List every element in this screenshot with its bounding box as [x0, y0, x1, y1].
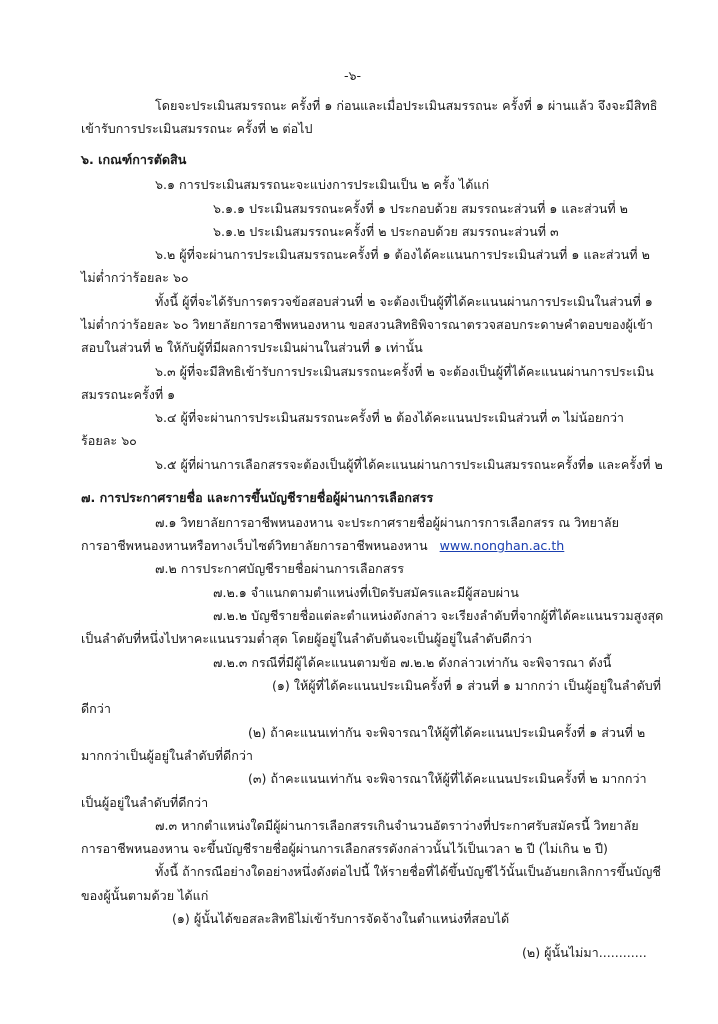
item-7-2-1: ๗.๒.๑ จำแนกตามตำแหน่งที่เปิดรับสมัครและมีผู้สอบผ่าน: [213, 585, 519, 600]
item-7-2-2-cont: เป็นลำดับที่หนึ่งไปหาคะแนนรวมต่ำสุด โดยผู้อยู่ในลำดับต้นจะเป็นผู้อยู่ในลำดับดีกว่า: [81, 631, 532, 646]
note-6-cont: ไม่ต่ำกว่าร้อยละ ๖๐ วิทยาลัยการอาชีพหนองหาน ขอสงวนสิทธิพิจารณาตรวจสอบกระดาษคำตอบของผู้เข้า: [81, 317, 653, 332]
page-number: -๖-: [344, 68, 362, 83]
criterion-1: (๑) ให้ผู้ที่ได้คะแนนประเมินครั้งที่ ๑ ส่วนที่ ๑ มากกว่า เป็นผู้อยู่ในลำดับที่: [272, 678, 662, 693]
item-6-2-cont: ไม่ต่ำกว่าร้อยละ ๖๐: [81, 270, 189, 285]
item-6-1-1: ๖.๑.๑ ประเมินสมรรถนะครั้งที่ ๑ ประกอบด้วย สมรรถนะส่วนที่ ๑ และส่วนที่ ๒: [213, 201, 628, 216]
item-7-3-cont: การอาชีพหนองหาน จะขึ้นบัญชีรายชื่อผู้ผ่านการเลือกสรรดังกล่าวนั้นไว้เป็นเวลา ๒ ปี (ไม่เกิน ๒ ปี): [81, 841, 608, 856]
intro-line: โดยจะประเมินสมรรถนะ ครั้งที่ ๑ ก่อนและเมื่อประเมินสมรรถนะ ครั้งที่ ๑ ผ่านแล้ว จึงจะมีสิทธิ: [155, 98, 658, 113]
criterion-3-cont: เป็นผู้อยู่ในลำดับที่ดีกว่า: [81, 795, 209, 810]
item-6-1-2: ๖.๑.๒ ประเมินสมรรถนะครั้งที่ ๒ ประกอบด้วย สมรรถนะส่วนที่ ๓: [213, 224, 559, 239]
item-6-5: ๖.๕ ผู้ที่ผ่านการเลือกสรรจะต้องเป็นผู้ที่ได้คะแนนผ่านการประเมินสมรรถนะครั้งที่๑ และครั้งที่ ๒: [155, 457, 663, 472]
criterion-2: (๒) ถ้าคะแนนเท่ากัน จะพิจารณาให้ผู้ที่ได้คะแนนประเมินครั้งที่ ๑ ส่วนที่ ๒: [248, 725, 646, 740]
item-6-4: ๖.๔ ผู้ที่จะผ่านการประเมินสมรรถนะครั้งที่ ๒ ต้องได้คะแนนประเมินส่วนที่ ๓ ไม่น้อยกว่า: [155, 410, 624, 425]
item-7-2-2: ๗.๒.๒ บัญชีรายชื่อแต่ละตำแหน่งดังกล่าว จะเรียงลำดับที่จากผู้ที่ได้คะแนนรวมสูงสุด: [213, 608, 664, 623]
continuation-marker: (๒) ผู้นั้นไม่มา............: [522, 945, 647, 960]
item-6-3-cont: สมรรถนะครั้งที่ ๑: [81, 387, 176, 402]
note-7-cont: ของผู้นั้นตามด้วย ได้แก่: [81, 888, 209, 903]
item-6-2: ๖.๒ ผู้ที่จะผ่านการประเมินสมรรถนะครั้งที่ ๑ ต้องได้คะแนนการประเมินส่วนที่ ๑ และส่วนที่ ๒: [155, 247, 650, 262]
item-7-3: ๗.๓ หากตำแหน่งใดมีผู้ผ่านการเลือกสรรเกินจำนวนอัตราว่างที่ประกาศรับสมัครนี้ วิทยาลัย: [155, 818, 639, 833]
item-6-1: ๖.๑ การประเมินสมรรถนะจะแบ่งการประเมินเป็น ๒ ครั้ง ได้แก่: [155, 177, 490, 192]
item-7-1-text: การอาชีพหนองหานหรือทางเว็บไซต์วิทยาลัยการอาชีพหนองหาน: [81, 538, 428, 553]
item-6-4-cont: ร้อยละ ๖๐: [81, 433, 137, 448]
website-link[interactable]: www.nonghan.ac.th: [439, 538, 565, 553]
note-6: ทั้งนี้ ผู้ที่จะได้รับการตรวจข้อสอบส่วนที่ ๒ จะต้องเป็นผู้ที่ได้คะแนนผ่านการประเมินในส่วนที่ ๑: [155, 294, 653, 309]
exception-1: (๑) ผู้นั้นได้ขอสละสิทธิไม่เข้ารับการจัดจ้างในตำแหน่งที่สอบได้: [172, 911, 510, 926]
item-6-3: ๖.๓ ผู้ที่จะมีสิทธิเข้ารับการประเมินสมรรถนะครั้งที่ ๒ จะต้องเป็นผู้ที่ได้คะแนนผ่านการประเมิน: [155, 364, 654, 379]
intro-line: เข้ารับการประเมินสมรรถนะ ครั้งที่ ๒ ต่อไป: [81, 121, 313, 136]
section-6-heading: ๖. เกณฑ์การตัดสิน: [81, 152, 187, 167]
item-7-1-cont: [81, 538, 564, 554]
note-6-cont: สอบในส่วนที่ ๒ ให้กับผู้ที่มีผลการประเมินผ่านในส่วนที่ ๑ เท่านั้น: [81, 340, 423, 355]
item-7-2: ๗.๒ การประกาศบัญชีรายชื่อผ่านการเลือกสรร: [155, 561, 404, 576]
criterion-2-cont: มากกว่าเป็นผู้อยู่ในลำดับที่ดีกว่า: [81, 748, 253, 763]
section-7-heading: ๗. การประกาศรายชื่อ และการขึ้นบัญชีรายชื่อผู้ผ่านการเลือกสรร: [81, 490, 434, 505]
criterion-3: (๓) ถ้าคะแนนเท่ากัน จะพิจารณาให้ผู้ที่ได้คะแนนประเมินครั้งที่ ๒ มากกว่า: [248, 771, 647, 786]
item-7-1: ๗.๑ วิทยาลัยการอาชีพหนองหาน จะประกาศรายชื่อผู้ผ่านการการเลือกสรร ณ วิทยาลัย: [155, 515, 620, 530]
criterion-1-cont: ดีกว่า: [81, 701, 111, 716]
note-7: ทั้งนี้ ถ้ากรณีอย่างใดอย่างหนึ่งดังต่อไปนี้ ให้รายชื่อที่ได้ขึ้นบัญชีไว้นั้นเป็นอันยกเลิกการขึ้นบัญชี: [155, 864, 661, 879]
item-7-2-3: ๗.๒.๓ กรณีที่มีผู้ได้คะแนนตามข้อ ๗.๒.๒ ดังกล่าวเท่ากัน จะพิจารณา ดังนี้: [213, 655, 612, 670]
